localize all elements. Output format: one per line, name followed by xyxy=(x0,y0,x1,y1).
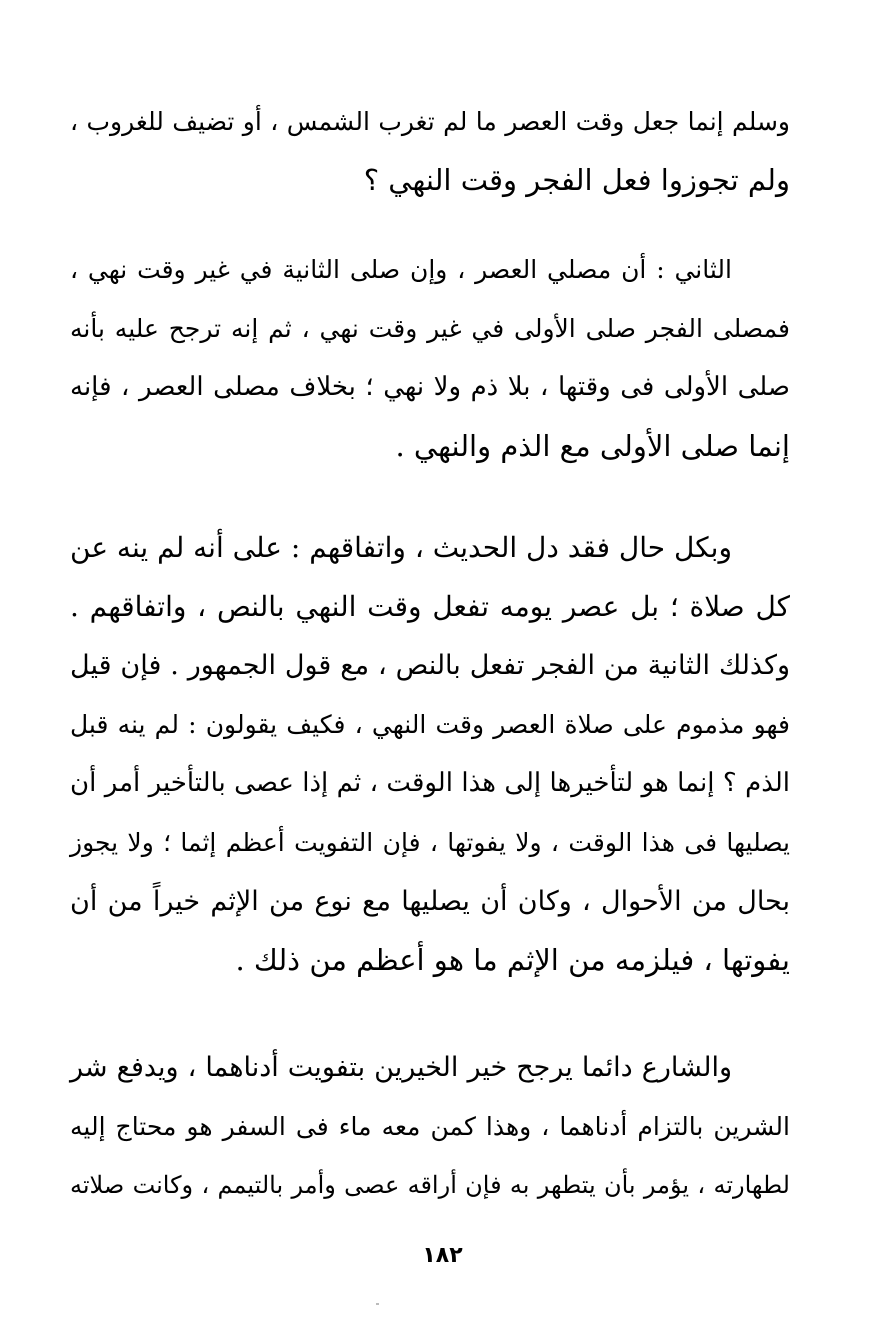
text-line: لطهارته ، يؤمر بأن يتطهر به فإن أراقه عصى وأمر بالتيمم ، وكانت صلاته xyxy=(70,1171,790,1199)
paragraph-3 xyxy=(70,518,790,990)
text-line: ولم تجوزوا فعل الفجر وقت النهي ؟ xyxy=(363,163,790,197)
paragraph-2 xyxy=(70,240,790,476)
scan-speck xyxy=(376,1303,379,1305)
text-line: بحال من الأحوال ، وكان أن يصليها مع نوع من الإثم خيراً من أن xyxy=(70,886,790,917)
text-line: وسلم إنما جعل وقت العصر ما لم تغرب الشمس ، أو تضيف للغروب ، xyxy=(70,107,790,136)
text-line: الشرين بالتزام أدناهما ، وهذا كمن معه ماء فى السفر هو محتاج إليه xyxy=(70,1112,790,1141)
text-line: كل صلاة ؛ بل عصر يومه تفعل وقت النهي بالنص ، واتفاقهم . xyxy=(70,590,790,623)
text-line: فمصلى الفجر صلى الأولى في غير وقت نهي ، ثم إنه ترجح عليه بأنه xyxy=(70,314,790,343)
text-line: صلى الأولى فى وقتها ، بلا ذم ولا نهي ؛ بخلاف مصلى العصر ، فإنه xyxy=(70,372,790,402)
text-line: يصليها فى هذا الوقت ، ولا يفوتها ، فإن التفويت أعظم إثما ؛ ولا يجوز xyxy=(70,828,790,857)
text-line: إنما صلى الأولى مع الذم والنهي . xyxy=(395,429,790,463)
text-line: والشارع دائما يرجح خير الخيرين بتفويت أدناهما ، ويدفع شر xyxy=(70,1052,732,1083)
paragraph-1 xyxy=(70,92,790,210)
text-line: وكذلك الثانية من الفجر تفعل بالنص ، مع قول الجمهور . فإن قيل xyxy=(70,650,790,681)
text-line: فهو مذموم على صلاة العصر وقت النهي ، فكيف يقولون : لم ينه قبل xyxy=(70,710,790,739)
text-line: الثاني : أن مصلي العصر ، وإن صلى الثانية في غير وقت نهي ، xyxy=(70,255,732,284)
paragraph-4 xyxy=(70,1038,790,1215)
text-line: الذم ؟ إنما هو لتأخيرها إلى هذا الوقت ، ثم إذا عصى بالتأخير أمر أن xyxy=(70,768,790,798)
page-number: ١٨٢ xyxy=(422,1243,463,1268)
text-line: وبكل حال فقد دل الحديث ، واتفاقهم : على أنه لم ينه عن xyxy=(70,531,732,564)
text-line: يفوتها ، فيلزمه من الإثم ما هو أعظم من ذلك . xyxy=(235,943,790,977)
